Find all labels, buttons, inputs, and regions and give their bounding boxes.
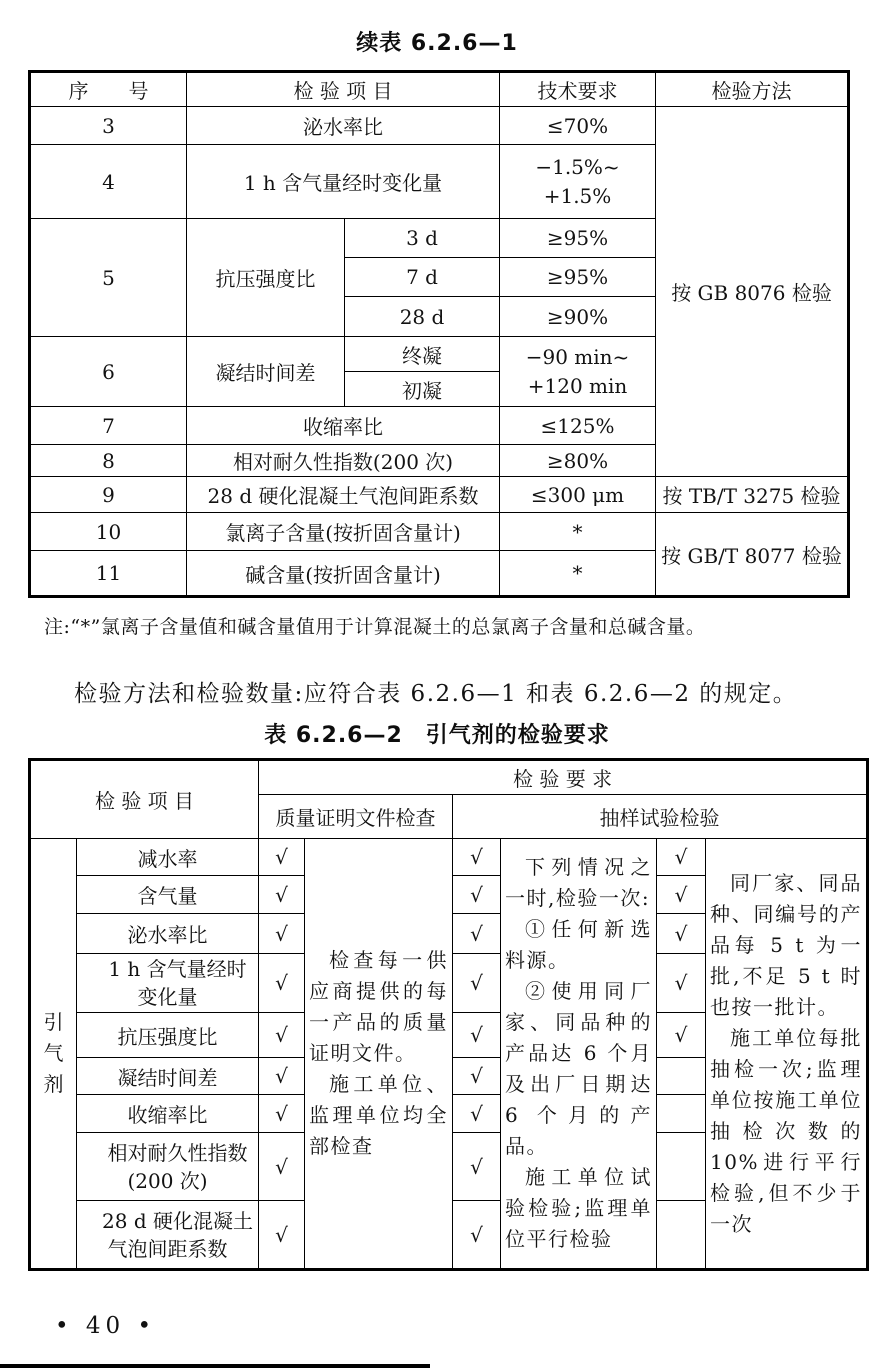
body-paragraph: 检验方法和检验数量:应符合表 6.2.6—1 和表 6.2.6—2 的规定。 <box>74 681 798 707</box>
item-cell: 收缩率比 <box>77 1095 259 1133</box>
col-header-sampling-test: 抽样试验检验 <box>453 795 868 839</box>
item-cell: 相对耐久性指数(200 次) <box>187 445 500 477</box>
sampling-batch-cell <box>706 839 868 1270</box>
check-mark: √ <box>453 876 501 914</box>
table-626-1 <box>28 70 850 598</box>
sampling-condition-paragraph: 下列情况之一时,检验一次: <box>505 855 653 910</box>
table1-title: 续表 6.2.6—1 <box>356 31 518 56</box>
item-cell: 收缩率比 <box>187 407 500 445</box>
serial-cell: 10 <box>30 513 187 551</box>
check-mark: √ <box>453 1133 501 1201</box>
requirement-line: −1.5%~ <box>535 154 620 179</box>
col-header-method: 检验方法 <box>656 72 849 107</box>
check-mark: √ <box>453 914 501 954</box>
requirement-line: −90 min~ <box>525 344 630 369</box>
method-cell: 按 TB/T 3275 检验 <box>656 477 849 513</box>
requirement-cell <box>500 337 656 407</box>
sampling-batch-paragraph: 施工单位每批抽检一次;监理单位按施工单位抽检次数的 10%进行平行检验,但不少于一次 <box>710 1025 863 1236</box>
sampling-condition-paragraph: 施工单位试验检验;监理单位平行检验 <box>505 1165 653 1251</box>
item-cell: 相对耐久性指数(200 次) <box>77 1133 259 1201</box>
check-mark: √ <box>259 1133 305 1201</box>
check-mark: √ <box>259 914 305 954</box>
col-header-serial: 序 号 <box>30 72 187 107</box>
age-cell: 28 d <box>345 297 500 337</box>
serial-cell: 9 <box>30 477 187 513</box>
item-cell: 凝结时间差 <box>77 1058 259 1095</box>
check-mark: √ <box>657 954 706 1013</box>
requirement-cell <box>500 145 656 219</box>
col-header-requirement: 检 验 要 求 <box>259 760 868 795</box>
item-cell: 抗压强度比 <box>187 219 345 337</box>
item-cell: 泌水率比 <box>187 107 500 145</box>
requirement-cell: * <box>500 513 656 551</box>
check-mark: √ <box>657 914 706 954</box>
serial-cell: 3 <box>30 107 187 145</box>
check-mark: √ <box>259 1095 305 1133</box>
col-header-item: 检 验 项 目 <box>187 72 500 107</box>
requirement-cell: ≥95% <box>500 219 656 258</box>
check-mark <box>657 1133 706 1201</box>
serial-cell: 7 <box>30 407 187 445</box>
sampling-condition-paragraph: ①任何新选料源。 <box>505 917 653 972</box>
item-cell: 碱含量(按折固含量计) <box>187 551 500 597</box>
check-mark: √ <box>259 876 305 914</box>
table-row <box>30 107 849 145</box>
check-mark: √ <box>453 1095 501 1133</box>
check-mark <box>657 1201 706 1270</box>
item-cell: 凝结时间差 <box>187 337 345 407</box>
col-header-item: 检 验 项 目 <box>30 760 259 839</box>
check-mark: √ <box>657 876 706 914</box>
check-mark: √ <box>453 1013 501 1058</box>
setting-cell: 初凝 <box>345 372 500 407</box>
table2-title: 表 6.2.6—2 引气剂的检验要求 <box>264 723 610 748</box>
serial-cell: 6 <box>30 337 187 407</box>
table-row <box>30 839 868 876</box>
item-cell: 减水率 <box>77 839 259 876</box>
check-mark: √ <box>657 1013 706 1058</box>
method-cell: 按 GB 8076 检验 <box>656 107 849 477</box>
check-mark: √ <box>259 1058 305 1095</box>
method-cell: 按 GB/T 8077 检验 <box>656 513 849 597</box>
item-cell: 1 h 含气量经时变化量 <box>187 145 500 219</box>
check-mark: √ <box>259 839 305 876</box>
check-mark: √ <box>453 1058 501 1095</box>
check-mark: √ <box>453 839 501 876</box>
table-header-row <box>30 760 868 795</box>
serial-cell: 4 <box>30 145 187 219</box>
check-mark: √ <box>657 839 706 876</box>
check-mark: √ <box>259 954 305 1013</box>
col-header-requirement: 技术要求 <box>500 72 656 107</box>
requirement-cell: ≤70% <box>500 107 656 145</box>
scan-edge-artifact <box>0 1364 430 1368</box>
item-cell: 氯离子含量(按折固含量计) <box>187 513 500 551</box>
sampling-batch-paragraph: 同厂家、同品种、同编号的产品每 5 t 为一批,不足 5 t 时也按一批计。 <box>710 870 863 1019</box>
age-cell: 7 d <box>345 258 500 297</box>
cert-desc-paragraph: 施工单位、监理单位均全部检查 <box>309 1072 449 1158</box>
serial-cell: 5 <box>30 219 187 337</box>
item-cell: 泌水率比 <box>77 914 259 954</box>
check-mark <box>657 1095 706 1133</box>
item-cell: 28 d 硬化混凝土气泡间距系数 <box>187 477 500 513</box>
item-cell: 含气量 <box>77 876 259 914</box>
table1-note: 注:“*”氯离子含量值和碱含量值用于计算混凝土的总氯离子含量和总碱含量。 <box>44 616 706 638</box>
table-626-2 <box>28 758 869 1271</box>
requirement-cell: ≤125% <box>500 407 656 445</box>
item-cell: 抗压强度比 <box>77 1013 259 1058</box>
page-number: • 40 • <box>55 1313 157 1339</box>
item-cell: 1 h 含气量经时变化量 <box>77 954 259 1013</box>
serial-cell: 11 <box>30 551 187 597</box>
col-header-cert-check: 质量证明文件检查 <box>259 795 453 839</box>
check-mark: √ <box>453 1201 501 1270</box>
requirement-cell: ≥80% <box>500 445 656 477</box>
sampling-condition-cell <box>501 839 657 1270</box>
age-cell: 3 d <box>345 219 500 258</box>
table-row <box>30 477 849 513</box>
check-mark: √ <box>453 954 501 1013</box>
serial-cell: 8 <box>30 445 187 477</box>
setting-cell: 终凝 <box>345 337 500 372</box>
category-cell-vertical: 引气剂 <box>30 839 77 1270</box>
item-cell: 28 d 硬化混凝土气泡间距系数 <box>77 1201 259 1270</box>
check-mark: √ <box>259 1013 305 1058</box>
cert-desc-paragraph: 检查每一供应商提供的每一产品的质量证明文件。 <box>309 948 449 1065</box>
sampling-condition-paragraph: ②使用同厂家、同品种的产品达 6 个月及出厂日期达 6 个月的产品。 <box>505 979 653 1158</box>
requirement-cell: * <box>500 551 656 597</box>
check-mark <box>657 1058 706 1095</box>
requirement-line: +120 min <box>527 373 628 398</box>
requirement-line: +1.5% <box>543 183 612 208</box>
requirement-cell: ≥90% <box>500 297 656 337</box>
cert-desc-cell <box>305 839 453 1270</box>
table-row <box>30 513 849 551</box>
requirement-cell: ≥95% <box>500 258 656 297</box>
table-header-row <box>30 72 849 107</box>
check-mark: √ <box>259 1201 305 1270</box>
requirement-cell: ≤300 μm <box>500 477 656 513</box>
